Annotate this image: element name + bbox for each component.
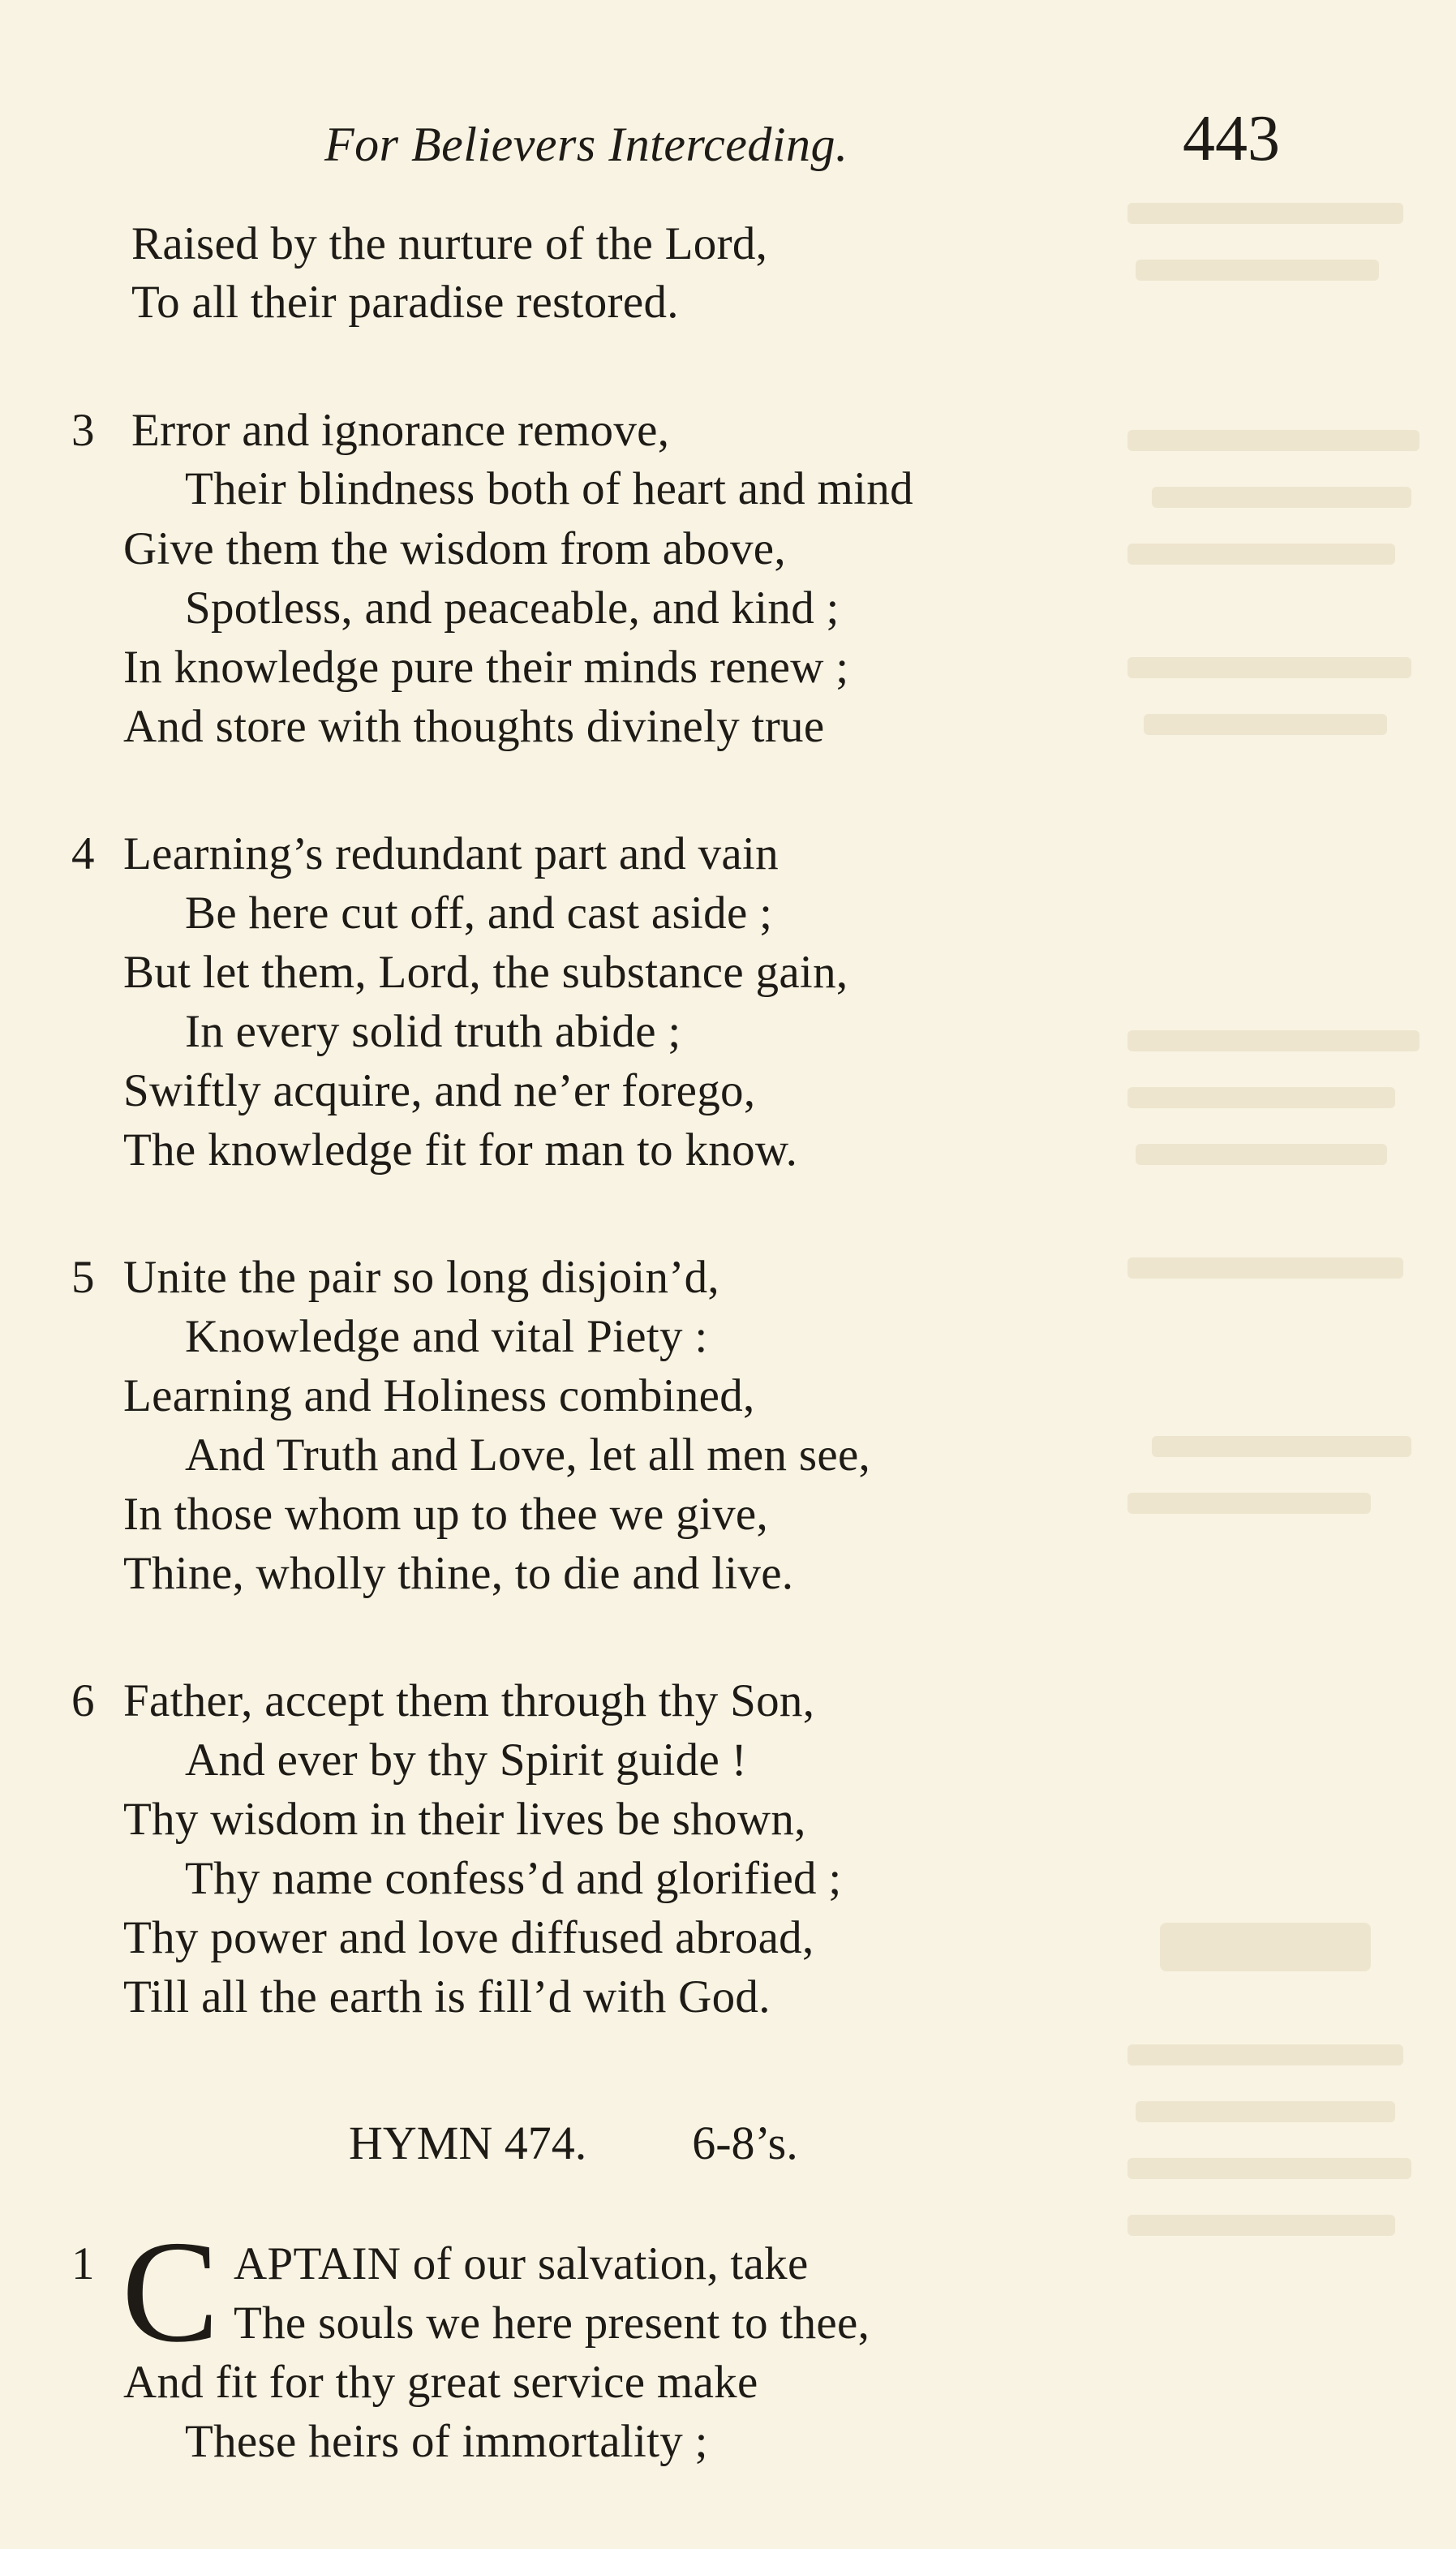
stanza-line: Their blindness both of heart and mind (185, 463, 913, 514)
stanza-line: And Truth and Love, let all men see, (185, 1429, 871, 1481)
stanza-line: In knowledge pure their minds renew ; (123, 642, 849, 693)
stanza-line: Spotless, and peaceable, and kind ; (185, 582, 840, 634)
hymn-meter: 6-8’s. (692, 2117, 798, 2169)
stanza-line: Father, accept them through thy Son, (123, 1675, 815, 1726)
hymn-heading (349, 2116, 798, 2170)
stanza-number: 1 (71, 2238, 95, 2289)
stanza-line: And fit for thy great service make (123, 2357, 758, 2408)
show-through-texture (1127, 187, 1436, 2539)
stanza-line: Thy power and love diffused abroad, (123, 1912, 814, 1963)
stanza-number: 5 (71, 1252, 95, 1303)
hymn-number: HYMN 474. (349, 2117, 587, 2169)
page-header (0, 96, 1456, 177)
running-title: For Believers Interceding. (324, 118, 848, 171)
stanza-line: In those whom up to thee we give, (123, 1489, 769, 1540)
stanza-line: And ever by thy Spirit guide ! (185, 1734, 747, 1786)
stanza-line: Learning’s redundant part and vain (123, 828, 779, 879)
stanza-line: Learning and Holiness combined, (123, 1370, 755, 1421)
stanza-number: 3 (71, 405, 95, 456)
stanza-line: In every solid truth abide ; (185, 1006, 681, 1057)
stanza-line: Unite the pair so long disjoin’d, (123, 1252, 719, 1303)
stanza-line: Till all the earth is fill’d with God. (123, 1971, 771, 2022)
stanza-line: But let them, Lord, the substance gain, (123, 947, 848, 998)
stanza-line: These heirs of immortality ; (185, 2416, 708, 2467)
stanza-line: Give them the wisdom from above, (123, 523, 786, 574)
stanza-line: Thine, wholly thine, to die and live. (123, 1548, 794, 1599)
stanza-line: The souls we here present to thee, (234, 2298, 870, 2349)
drop-cap: C (122, 2219, 220, 2349)
stanza-line: And store with thoughts divinely true (123, 701, 825, 752)
continuation-line: To all their paradise restored. (131, 277, 679, 328)
stanza-number: 6 (71, 1675, 95, 1726)
stanza-number: 4 (71, 828, 95, 879)
stanza-line: Thy wisdom in their lives be shown, (123, 1794, 806, 1845)
stanza-line: Be here cut off, and cast aside ; (185, 888, 773, 939)
stanza-line: Error and ignorance remove, (131, 405, 670, 456)
stanza-line: The knowledge fit for man to know. (123, 1124, 798, 1176)
page-number: 443 (1183, 103, 1280, 174)
stanza-line: Swiftly acquire, and ne’er forego, (123, 1065, 756, 1116)
continuation-line: Raised by the nurture of the Lord, (131, 218, 768, 269)
stanza-line: Knowledge and vital Piety : (185, 1311, 708, 1362)
stanza-line: APTAIN of our salvation, take (234, 2238, 809, 2289)
stanza-line: Thy name confess’d and glorified ; (185, 1853, 842, 1904)
